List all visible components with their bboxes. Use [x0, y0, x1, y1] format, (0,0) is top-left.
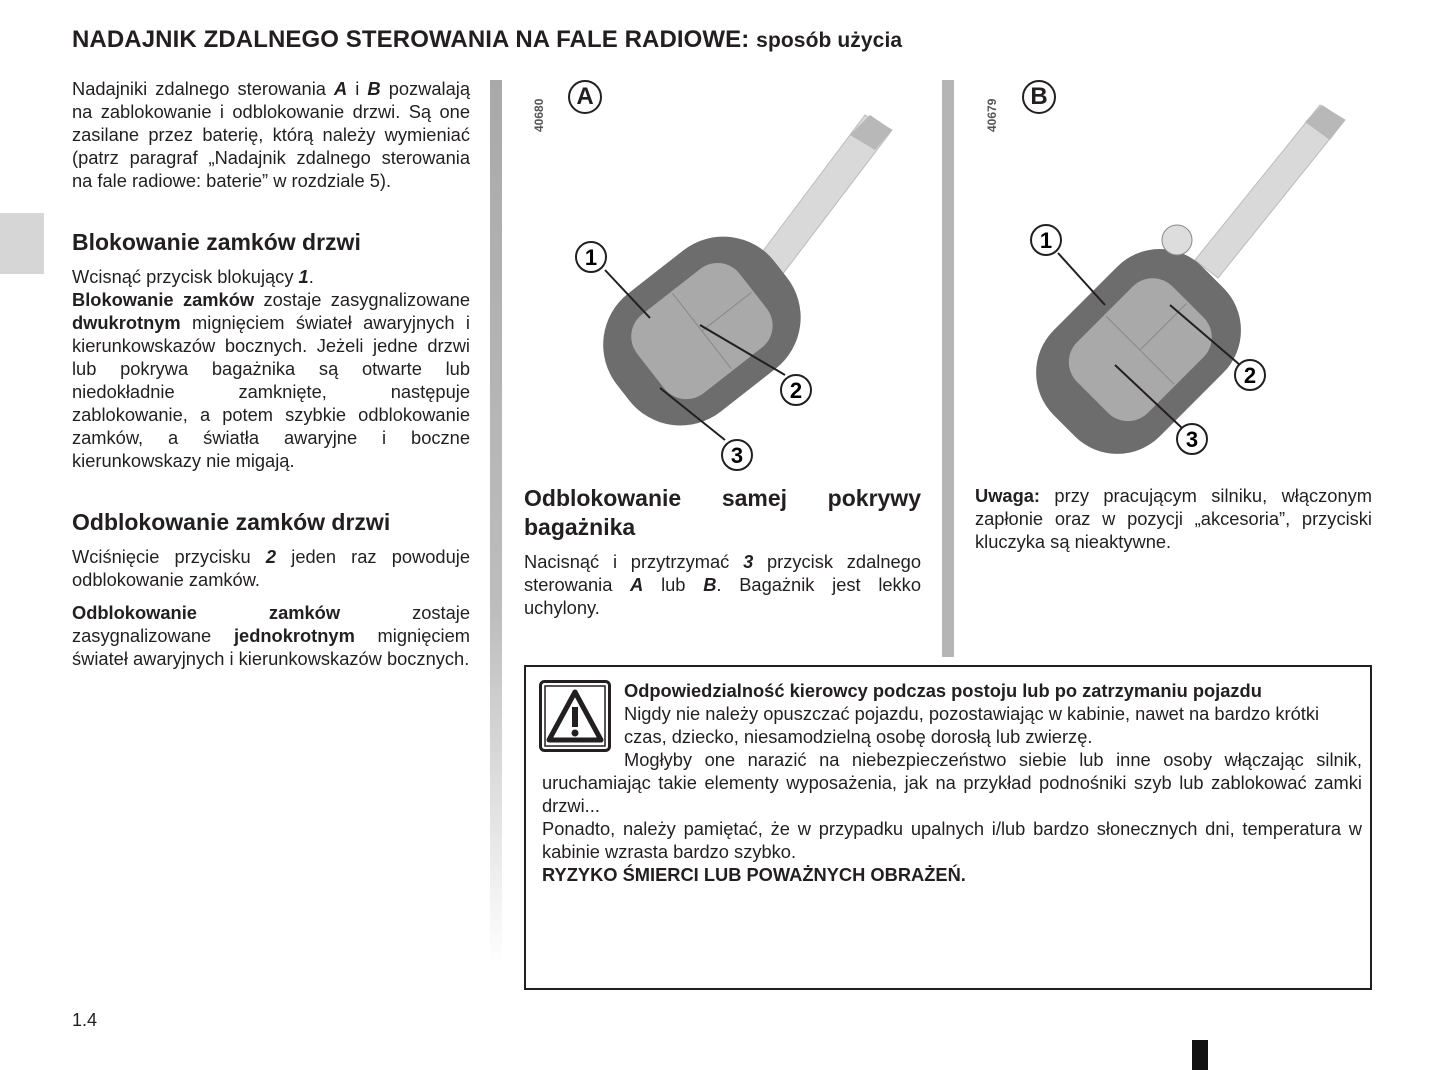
release-button: [1162, 225, 1192, 255]
bold: dwukrotnym: [72, 312, 181, 333]
svg-text:2: 2: [1243, 363, 1257, 388]
page-number: 1.4: [72, 1010, 98, 1030]
boot-heading: Odblokowanie samej pokrywy bagażnika: [524, 485, 921, 540]
ref-a: A: [334, 78, 348, 99]
title-sub: sposób użycia: [756, 29, 903, 52]
boot-paragraph: [524, 550, 921, 619]
callout-2: [1235, 360, 1265, 390]
ref-1: 1: [298, 266, 309, 287]
page-title: [72, 26, 902, 54]
warning-p2: Mogłyby one narazić na niebezpieczeństwo siebie lub inne osoby włączając silnik, uruchamiając takie elementy wyposażenia, jak na przykład podnośniki szyb lub zablokować zamki drzwi...: [542, 749, 1362, 816]
unlocking-p1: [72, 545, 470, 591]
warning-triangle-icon: [539, 680, 611, 752]
text: lub: [643, 574, 704, 595]
warning-title: Odpowiedzialność kierowcy podczas postoju lub po zatrzymaniu pojazdu: [624, 680, 1262, 701]
text: Nadajniki zdalnego sterowania: [72, 78, 335, 99]
text: mignięciem świateł awaryjnych i kierunkowskazów bocznych. Jeżeli jedne drzwi lub pokrywa bagażnika są otwarte lub niedokładnie zamknięte, następuje zablokowanie, a potem szybkie odblokowanie zamków, a światła awaryjne i boczne kierunkowskazy nie migają.: [72, 312, 470, 471]
callout-3: [722, 440, 752, 470]
ref-b: B: [703, 574, 717, 595]
text: Nacisnąć i przytrzymać: [524, 551, 744, 572]
svg-text:3: 3: [1185, 427, 1199, 452]
text: . Bagażnik jest lekko uchylony.: [524, 574, 921, 618]
key-fob-b-illustration: [960, 70, 1380, 480]
note-label: Uwaga:: [975, 485, 1041, 506]
bold: jednokrotnym: [233, 625, 355, 646]
unlocking-heading: Odblokowanie zamków drzwi: [72, 509, 391, 535]
callout-3: [1177, 424, 1207, 454]
chapter-tab: [0, 213, 44, 274]
text: pozwalają na zablokowanie i odblokowanie drzwi. Są one zasilane przez baterię, którą należy wymieniać (patrz paragraf „Nadajnik zdalnego sterowania na fale radiowe: baterie” w rozdziale 5).: [72, 78, 470, 191]
key-blade: [1195, 105, 1345, 278]
key-blade: [760, 115, 892, 275]
locking-p1: [72, 265, 470, 288]
intro-paragraph: [72, 77, 470, 192]
bold: Odblokowanie zamków: [72, 602, 341, 623]
text: przycisk zdalnego sterowania: [524, 551, 921, 595]
key-fob-a-illustration: [520, 70, 940, 480]
thumb-index-mark: [1192, 1040, 1208, 1070]
warning-body: [542, 748, 1362, 886]
figure-letter-a: A: [568, 80, 602, 114]
text: Wcisnąć przycisk blokujący: [72, 266, 299, 287]
title-main: NADAJNIK ZDALNEGO STEROWANIA NA FALE RADIOWE:: [72, 26, 750, 53]
ref-b: B: [367, 78, 381, 99]
column-divider: [942, 80, 954, 657]
text: zostaje zasygnalizowane: [254, 289, 471, 310]
text: .: [308, 266, 314, 287]
warning-box: [524, 665, 1372, 990]
text: jeden raz powoduje odblokowanie zamków.: [72, 546, 470, 590]
bold: Blokowanie zamków: [72, 289, 255, 310]
svg-text:3: 3: [730, 443, 744, 468]
svg-text:1: 1: [1039, 228, 1053, 253]
text: i: [347, 78, 368, 99]
text: zostaje zasygnalizowane: [72, 602, 470, 646]
warning-p1: Nigdy nie należy opuszczać pojazdu, pozostawiając w kabinie, nawet na bardzo krótki czas, dziecko, niesamodzielną osobę dorosłą lub zwierzę.: [624, 703, 1320, 747]
warning-title-block: [624, 679, 1360, 748]
column-divider: [490, 80, 502, 965]
svg-text:1: 1: [584, 245, 598, 270]
figure-letter-b: B: [1022, 80, 1056, 114]
left-column: [72, 77, 470, 670]
callout-2: [781, 375, 811, 405]
warning-p4: RYZYKO ŚMIERCI LUB POWAŻNYCH OBRAŻEŃ.: [542, 864, 966, 885]
ref-2: 2: [265, 546, 277, 567]
ref-3: 3: [743, 551, 754, 572]
svg-text:2: 2: [789, 378, 803, 403]
ref-a: A: [630, 574, 644, 595]
boot-section: [524, 484, 921, 619]
figure-id: 40680: [532, 98, 546, 132]
callout-1: [576, 242, 606, 272]
locking-heading: Blokowanie zamków drzwi: [72, 229, 361, 255]
warning-p3: Ponadto, należy pamiętać, że w przypadku upalnych i/lub bardzo słonecznych dni, temperatura w kabinie wzrasta bardzo szybko.: [542, 818, 1362, 862]
callout-1: [1031, 225, 1061, 255]
note-text: przy pracującym silniku, włączonym zapłonie oraz w pozycji „akcesoria”, przyciski kluczyka są nieaktywne.: [975, 485, 1372, 552]
locking-p2: [72, 288, 470, 472]
note: [975, 484, 1372, 553]
text: Wciśnięcie przycisku: [72, 546, 266, 567]
figure-id: 40679: [985, 98, 999, 132]
unlocking-p2: [72, 601, 470, 670]
text: mignięciem świateł awaryjnych i kierunkowskazów bocznych.: [72, 625, 470, 669]
